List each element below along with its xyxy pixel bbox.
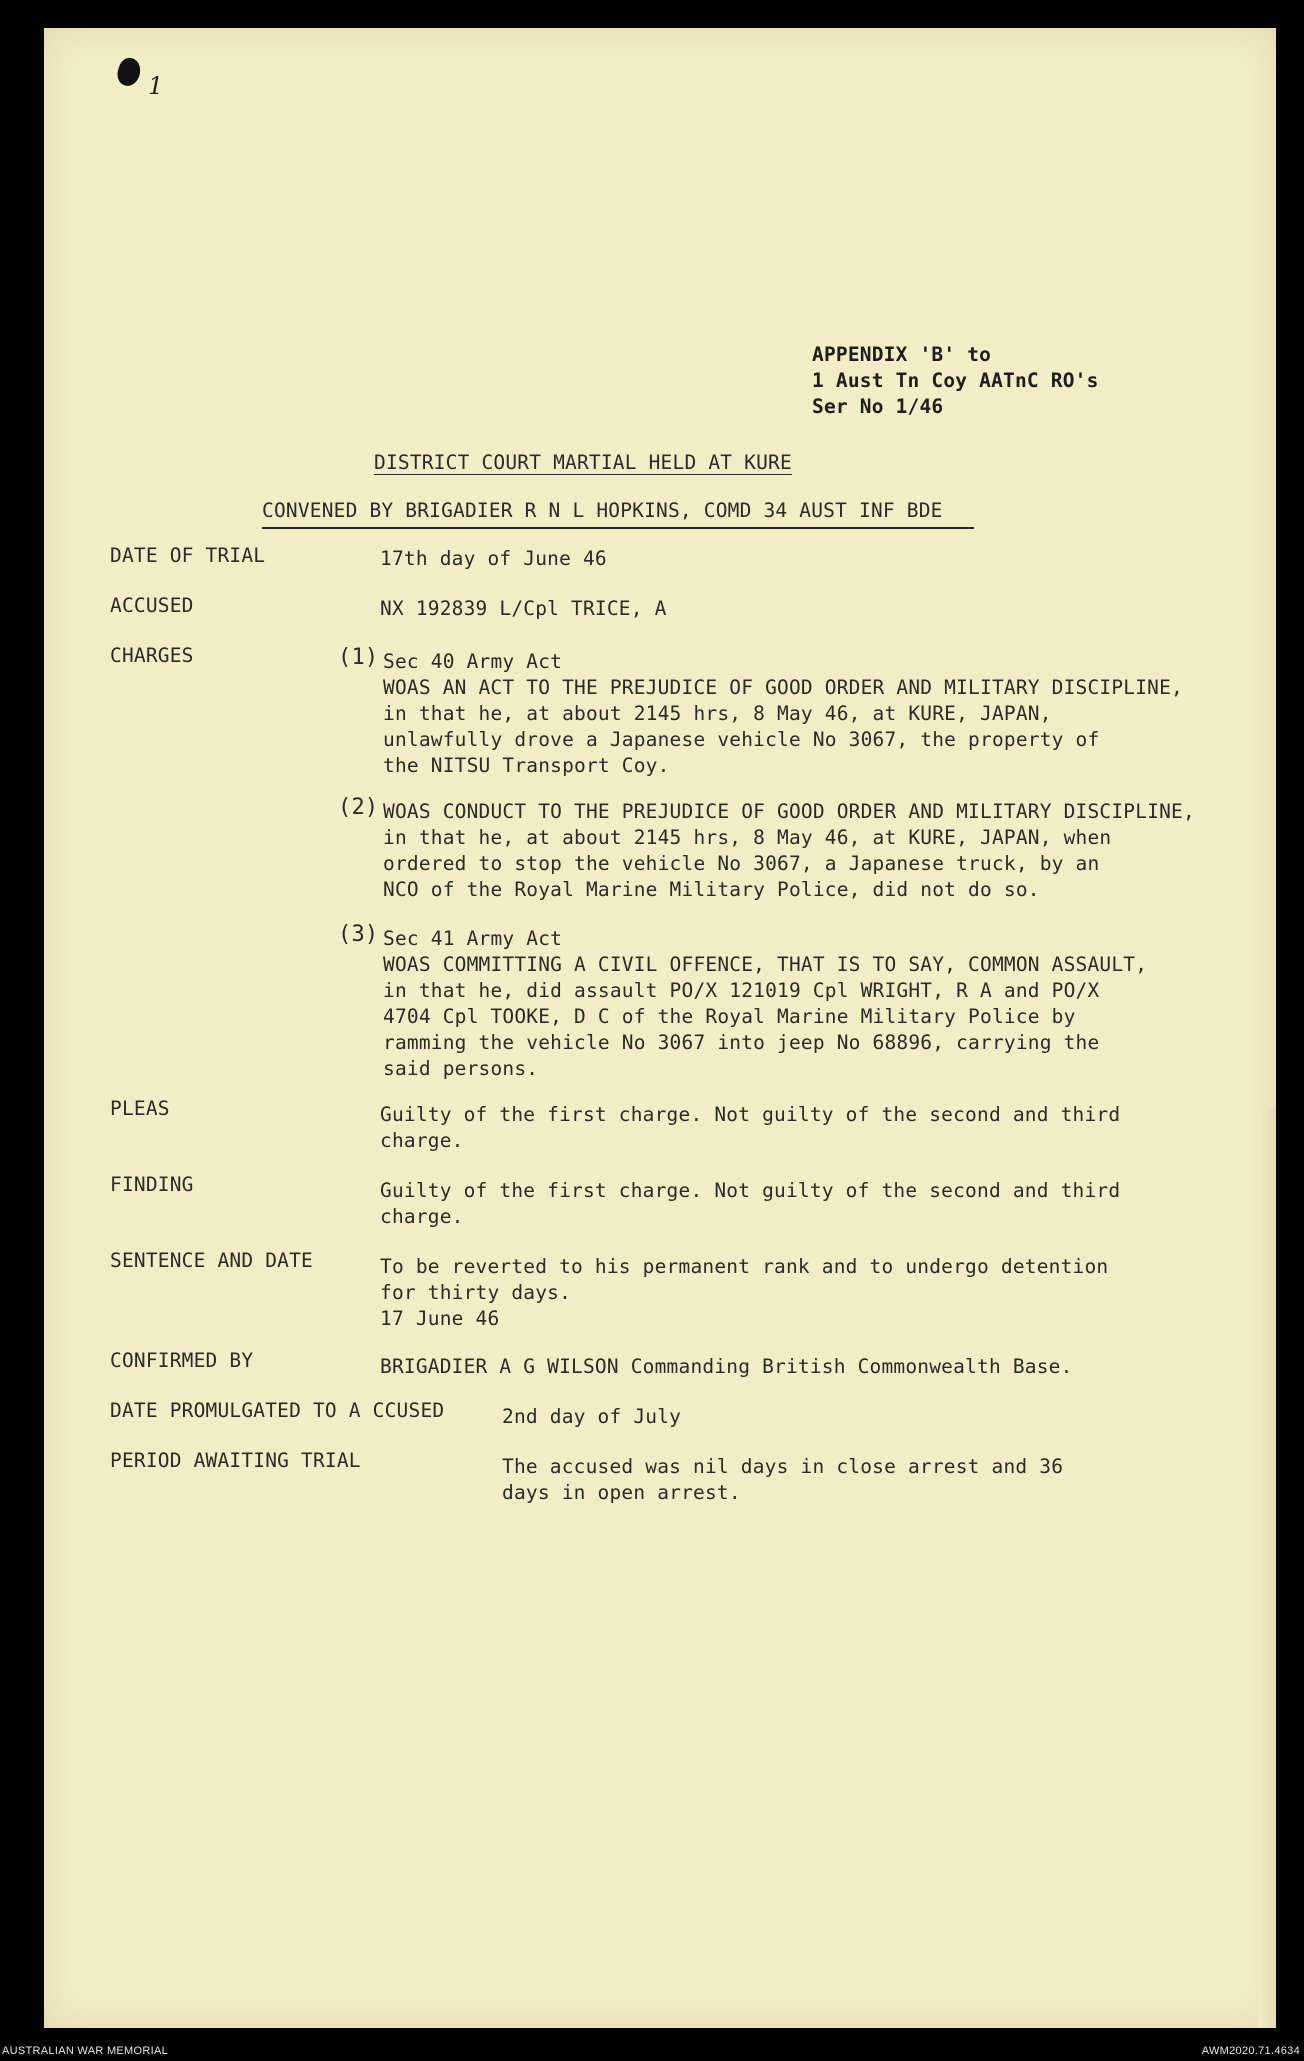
charge-2-line: NCO of the Royal Marine Military Police, did not do so. (383, 878, 1040, 901)
charge-1-line: Sec 40 Army Act (383, 650, 563, 673)
charge-3-line: 4704 Cpl TOOKE, D C of the Royal Marine Military Police by (383, 1005, 1076, 1028)
charge-1-line: WOAS AN ACT TO THE PREJUDICE OF GOOD ORDER AND MILITARY DISCIPLINE, (383, 676, 1183, 699)
sentence-line: for thirty days. (380, 1281, 572, 1304)
charge-2-line: ordered to stop the vehicle No 3067, a Japanese truck, by an (383, 852, 1100, 875)
sentence-date: 17 June 46 (380, 1307, 500, 1330)
charges-label: CHARGES (110, 644, 194, 667)
handwritten-page-number: 1 (148, 72, 164, 100)
awaiting-line: The accused was nil days in close arrest and 36 (502, 1455, 1064, 1478)
subtitle-underline (262, 527, 974, 529)
appendix-line-1: APPENDIX 'B' to (812, 343, 992, 366)
charge-2-line: WOAS CONDUCT TO THE PREJUDICE OF GOOD ORDER AND MILITARY DISCIPLINE, (383, 800, 1195, 823)
charge-3-line: in that he, did assault PO/X 121019 Cpl WRIGHT, R A and PO/X (383, 979, 1100, 1002)
sentence-label: SENTENCE AND DATE (110, 1249, 313, 1272)
footer-reference-number: AWM2020.71.4634 (1201, 2045, 1300, 2057)
promulgated-label: DATE PROMULGATED TO A CCUSED (110, 1399, 445, 1422)
charge-1-line: the NITSU Transport Coy. (383, 754, 670, 777)
appendix-line-3: Ser No 1/46 (812, 395, 944, 418)
confirmed-value: BRIGADIER A G WILSON Commanding British Commonwealth Base. (380, 1355, 1073, 1378)
paper-edge (1258, 1108, 1276, 2028)
charge-1-line: unlawfully drove a Japanese vehicle No 3067, the property of (383, 728, 1100, 751)
accused-label: ACCUSED (110, 594, 194, 617)
confirmed-label: CONFIRMED BY (110, 1349, 254, 1372)
accused-value: NX 192839 L/Cpl TRICE, A (380, 597, 667, 620)
charge-3-line: WOAS COMMITTING A CIVIL OFFENCE, THAT IS TO SAY, COMMON ASSAULT, (383, 953, 1148, 976)
charge-2-line: in that he, at about 2145 hrs, 8 May 46, at KURE, JAPAN, when (383, 826, 1112, 849)
document-subtitle: CONVENED BY BRIGADIER R N L HOPKINS, COMD 34 AUST INF BDE (262, 499, 943, 522)
finding-line: Guilty of the first charge. Not guilty of the second and third (380, 1179, 1121, 1202)
appendix-line-2: 1 Aust Tn Coy AATnC RO's (812, 369, 1099, 392)
finding-line: charge. (380, 1205, 464, 1228)
charge-1-line: in that he, at about 2145 hrs, 8 May 46, at KURE, JAPAN, (383, 702, 1052, 725)
finding-label: FINDING (110, 1173, 194, 1196)
pleas-line: Guilty of the first charge. Not guilty of the second and third (380, 1103, 1121, 1126)
date-of-trial-label: DATE OF TRIAL (110, 544, 266, 567)
document-title: DISTRICT COURT MARTIAL HELD AT KURE (374, 451, 792, 474)
sentence-line: To be reverted to his permanent rank and to undergo detention (380, 1255, 1109, 1278)
charge-3-number: (3) (338, 922, 379, 947)
charge-3-line: ramming the vehicle No 3067 into jeep No 68896, carrying the (383, 1031, 1100, 1054)
awaiting-label: PERIOD AWAITING TRIAL (110, 1449, 361, 1472)
promulgated-value: 2nd day of July (502, 1405, 682, 1428)
charge-1-number: (1) (338, 645, 379, 670)
charge-2-number: (2) (338, 795, 379, 820)
footer-archive-name: AUSTRALIAN WAR MEMORIAL (2, 2045, 169, 2057)
date-of-trial-value: 17th day of June 46 (380, 547, 607, 570)
pleas-label: PLEAS (110, 1097, 170, 1120)
charge-3-line: said persons. (383, 1057, 539, 1080)
charge-3-line: Sec 41 Army Act (383, 927, 563, 950)
pleas-line: charge. (380, 1129, 464, 1152)
awaiting-line: days in open arrest. (502, 1481, 741, 1504)
